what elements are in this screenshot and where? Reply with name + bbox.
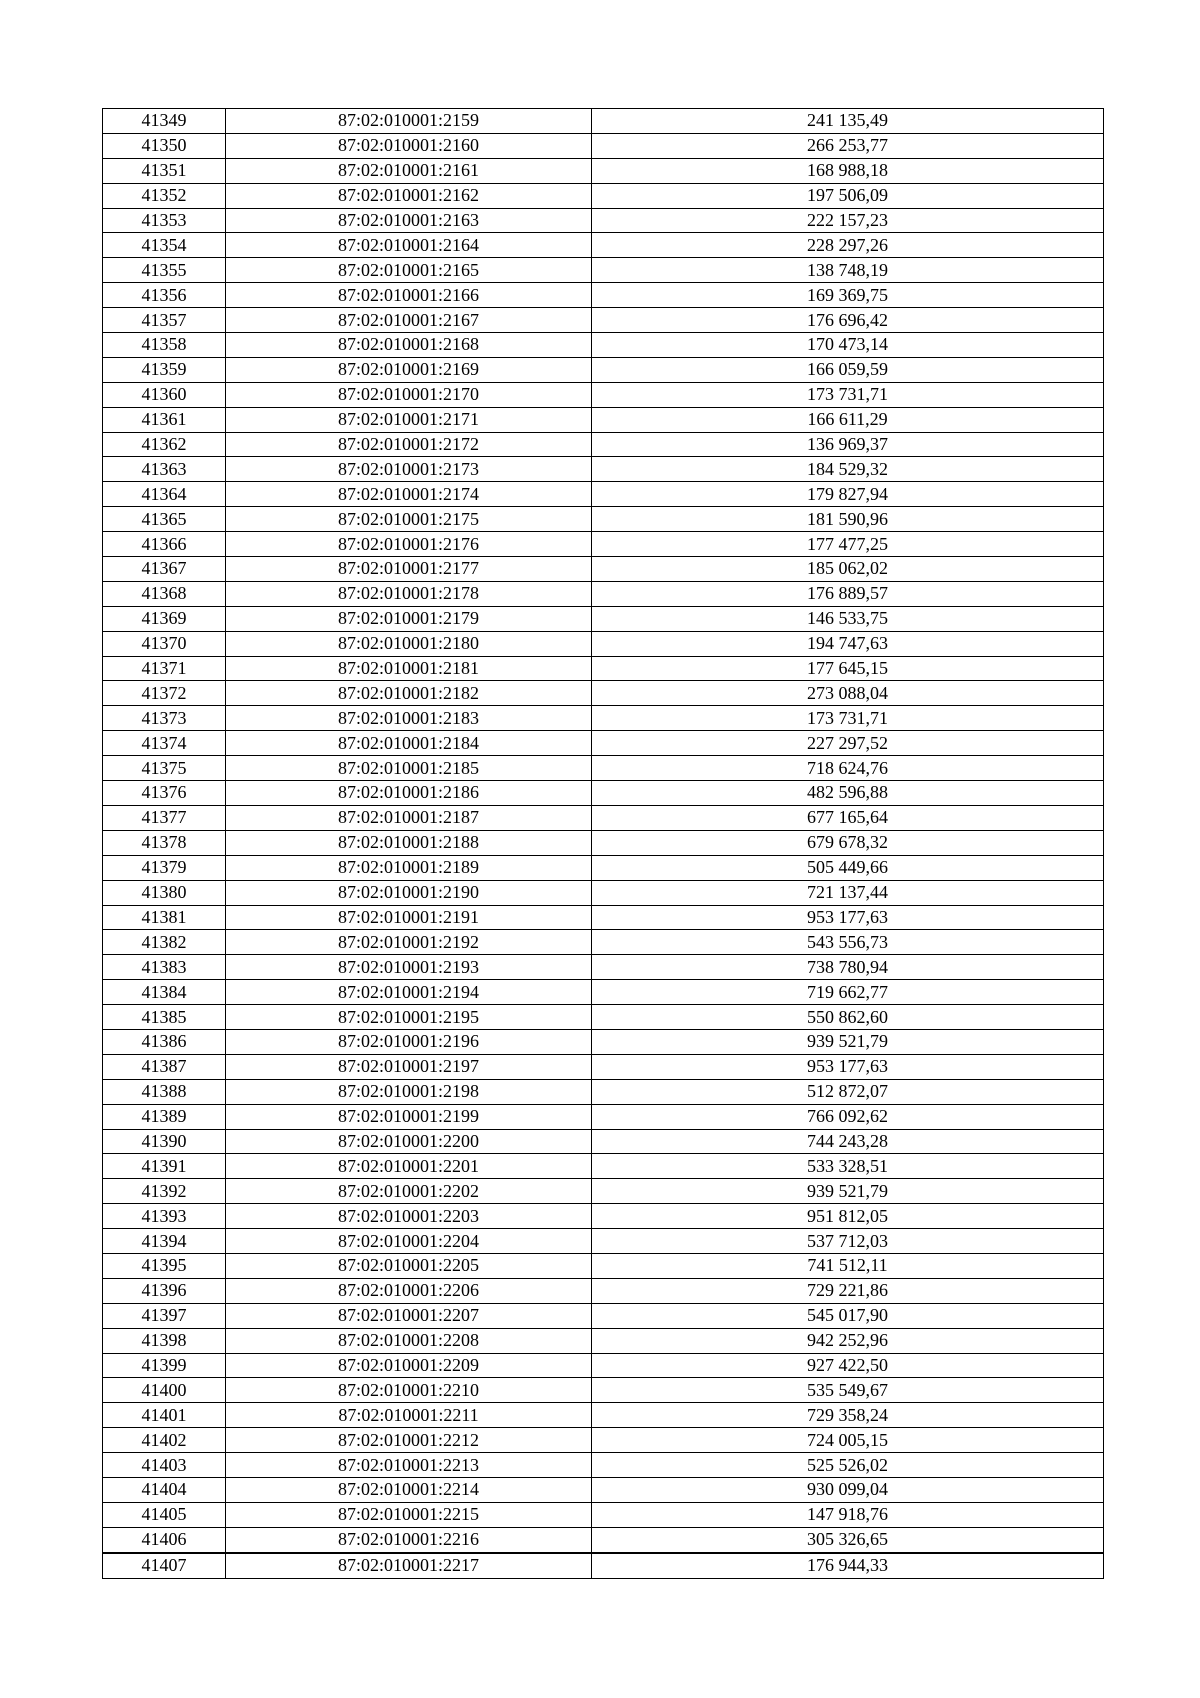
row-number-cell: 41391 (103, 1154, 226, 1179)
row-number-cell: 41371 (103, 656, 226, 681)
cadastral-number-cell: 87:02:010001:2205 (226, 1253, 592, 1278)
cadastral-value-table (102, 108, 1104, 1579)
row-number-cell: 41370 (103, 631, 226, 656)
cadastral-number-cell: 87:02:010001:2195 (226, 1005, 592, 1030)
row-number-cell: 41397 (103, 1303, 226, 1328)
cadastral-number-cell: 87:02:010001:2208 (226, 1328, 592, 1353)
cadastral-number-cell: 87:02:010001:2202 (226, 1179, 592, 1204)
value-cell: 679 678,32 (592, 830, 1104, 855)
table-row (103, 706, 1104, 731)
value-cell: 482 596,88 (592, 781, 1104, 806)
value-cell: 166 611,29 (592, 407, 1104, 432)
row-number-cell: 41361 (103, 407, 226, 432)
cadastral-number-cell: 87:02:010001:2194 (226, 980, 592, 1005)
row-number-cell: 41367 (103, 557, 226, 582)
row-number-cell: 41352 (103, 183, 226, 208)
cadastral-number-cell: 87:02:010001:2163 (226, 208, 592, 233)
table-row (103, 109, 1104, 134)
value-cell: 766 092,62 (592, 1104, 1104, 1129)
table-row (103, 1079, 1104, 1104)
table-row (103, 781, 1104, 806)
table-row (103, 731, 1104, 756)
cadastral-number-cell: 87:02:010001:2181 (226, 656, 592, 681)
row-number-cell: 41365 (103, 507, 226, 532)
row-number-cell: 41379 (103, 855, 226, 880)
row-number-cell: 41387 (103, 1054, 226, 1079)
table-row (103, 1502, 1104, 1527)
row-number-cell: 41358 (103, 333, 226, 358)
value-cell: 927 422,50 (592, 1353, 1104, 1378)
cadastral-number-cell: 87:02:010001:2160 (226, 133, 592, 158)
table-row (103, 233, 1104, 258)
table-row (103, 258, 1104, 283)
value-cell: 744 243,28 (592, 1129, 1104, 1154)
cadastral-number-cell: 87:02:010001:2180 (226, 631, 592, 656)
cadastral-number-cell: 87:02:010001:2192 (226, 930, 592, 955)
table-row (103, 357, 1104, 382)
cadastral-number-cell: 87:02:010001:2161 (226, 158, 592, 183)
value-cell: 147 918,76 (592, 1502, 1104, 1527)
row-number-cell: 41405 (103, 1502, 226, 1527)
cadastral-number-cell: 87:02:010001:2159 (226, 109, 592, 134)
cadastral-number-cell: 87:02:010001:2182 (226, 681, 592, 706)
row-number-cell: 41360 (103, 382, 226, 407)
table-row (103, 756, 1104, 781)
value-cell: 222 157,23 (592, 208, 1104, 233)
value-cell: 170 473,14 (592, 333, 1104, 358)
cadastral-number-cell: 87:02:010001:2176 (226, 532, 592, 557)
table-row (103, 532, 1104, 557)
cadastral-number-cell: 87:02:010001:2189 (226, 855, 592, 880)
row-number-cell: 41382 (103, 930, 226, 955)
value-cell: 179 827,94 (592, 482, 1104, 507)
value-cell: 738 780,94 (592, 955, 1104, 980)
value-cell: 168 988,18 (592, 158, 1104, 183)
cadastral-number-cell: 87:02:010001:2168 (226, 333, 592, 358)
table-row (103, 1029, 1104, 1054)
value-cell: 545 017,90 (592, 1303, 1104, 1328)
row-number-cell: 41389 (103, 1104, 226, 1129)
row-number-cell: 41377 (103, 805, 226, 830)
row-number-cell: 41378 (103, 830, 226, 855)
row-number-cell: 41372 (103, 681, 226, 706)
cadastral-number-cell: 87:02:010001:2193 (226, 955, 592, 980)
row-number-cell: 41364 (103, 482, 226, 507)
table-row (103, 855, 1104, 880)
value-cell: 173 731,71 (592, 706, 1104, 731)
value-cell: 138 748,19 (592, 258, 1104, 283)
value-cell: 512 872,07 (592, 1079, 1104, 1104)
value-cell: 194 747,63 (592, 631, 1104, 656)
cadastral-number-cell: 87:02:010001:2198 (226, 1079, 592, 1104)
table-row (103, 133, 1104, 158)
table-row (103, 1353, 1104, 1378)
table-row (103, 283, 1104, 308)
row-number-cell: 41403 (103, 1453, 226, 1478)
row-number-cell: 41394 (103, 1229, 226, 1254)
cadastral-number-cell: 87:02:010001:2185 (226, 756, 592, 781)
row-number-cell: 41393 (103, 1204, 226, 1229)
row-number-cell: 41386 (103, 1029, 226, 1054)
table-row (103, 557, 1104, 582)
value-cell: 953 177,63 (592, 1054, 1104, 1079)
value-cell: 535 549,67 (592, 1378, 1104, 1403)
cadastral-number-cell: 87:02:010001:2207 (226, 1303, 592, 1328)
table-row (103, 1204, 1104, 1229)
cadastral-number-cell: 87:02:010001:2197 (226, 1054, 592, 1079)
value-cell: 543 556,73 (592, 930, 1104, 955)
cadastral-number-cell: 87:02:010001:2217 (226, 1553, 592, 1578)
cadastral-number-cell: 87:02:010001:2178 (226, 581, 592, 606)
value-cell: 227 297,52 (592, 731, 1104, 756)
value-cell: 169 369,75 (592, 283, 1104, 308)
table-row (103, 805, 1104, 830)
table-row (103, 457, 1104, 482)
row-number-cell: 41398 (103, 1328, 226, 1353)
cadastral-number-cell: 87:02:010001:2209 (226, 1353, 592, 1378)
value-cell: 173 731,71 (592, 382, 1104, 407)
row-number-cell: 41373 (103, 706, 226, 731)
row-number-cell: 41404 (103, 1477, 226, 1502)
table-body (103, 109, 1104, 1579)
table-row (103, 1278, 1104, 1303)
table-row (103, 1553, 1104, 1578)
cadastral-number-cell: 87:02:010001:2164 (226, 233, 592, 258)
value-cell: 505 449,66 (592, 855, 1104, 880)
value-cell: 241 135,49 (592, 109, 1104, 134)
value-cell: 718 624,76 (592, 756, 1104, 781)
value-cell: 741 512,11 (592, 1253, 1104, 1278)
value-cell: 930 099,04 (592, 1477, 1104, 1502)
value-cell: 166 059,59 (592, 357, 1104, 382)
cadastral-number-cell: 87:02:010001:2212 (226, 1428, 592, 1453)
cadastral-number-cell: 87:02:010001:2187 (226, 805, 592, 830)
cadastral-number-cell: 87:02:010001:2173 (226, 457, 592, 482)
cadastral-number-cell: 87:02:010001:2177 (226, 557, 592, 582)
row-number-cell: 41400 (103, 1378, 226, 1403)
cadastral-number-cell: 87:02:010001:2191 (226, 905, 592, 930)
table-row (103, 1328, 1104, 1353)
table-row (103, 432, 1104, 457)
row-number-cell: 41384 (103, 980, 226, 1005)
table-row (103, 830, 1104, 855)
cadastral-number-cell: 87:02:010001:2166 (226, 283, 592, 308)
table-row (103, 333, 1104, 358)
cadastral-number-cell: 87:02:010001:2179 (226, 606, 592, 631)
row-number-cell: 41355 (103, 258, 226, 283)
table-row (103, 482, 1104, 507)
table-row (103, 1477, 1104, 1502)
value-cell: 677 165,64 (592, 805, 1104, 830)
row-number-cell: 41381 (103, 905, 226, 930)
value-cell: 942 252,96 (592, 1328, 1104, 1353)
value-cell: 184 529,32 (592, 457, 1104, 482)
table-row (103, 581, 1104, 606)
row-number-cell: 41357 (103, 308, 226, 333)
table-row (103, 1054, 1104, 1079)
row-number-cell: 41396 (103, 1278, 226, 1303)
table-row (103, 1154, 1104, 1179)
table-row (103, 880, 1104, 905)
cadastral-number-cell: 87:02:010001:2190 (226, 880, 592, 905)
value-cell: 721 137,44 (592, 880, 1104, 905)
cadastral-number-cell: 87:02:010001:2186 (226, 781, 592, 806)
row-number-cell: 41354 (103, 233, 226, 258)
value-cell: 176 889,57 (592, 581, 1104, 606)
row-number-cell: 41402 (103, 1428, 226, 1453)
value-cell: 228 297,26 (592, 233, 1104, 258)
cadastral-number-cell: 87:02:010001:2170 (226, 382, 592, 407)
value-cell: 266 253,77 (592, 133, 1104, 158)
row-number-cell: 41359 (103, 357, 226, 382)
table-row (103, 606, 1104, 631)
row-number-cell: 41390 (103, 1129, 226, 1154)
cadastral-number-cell: 87:02:010001:2172 (226, 432, 592, 457)
value-cell: 305 326,65 (592, 1527, 1104, 1552)
value-cell: 273 088,04 (592, 681, 1104, 706)
value-cell: 197 506,09 (592, 183, 1104, 208)
row-number-cell: 41366 (103, 532, 226, 557)
row-number-cell: 41350 (103, 133, 226, 158)
table-row (103, 1005, 1104, 1030)
table-row (103, 407, 1104, 432)
row-number-cell: 41388 (103, 1079, 226, 1104)
table-row (103, 631, 1104, 656)
cadastral-number-cell: 87:02:010001:2175 (226, 507, 592, 532)
cadastral-number-cell: 87:02:010001:2162 (226, 183, 592, 208)
cadastral-number-cell: 87:02:010001:2188 (226, 830, 592, 855)
table-row (103, 183, 1104, 208)
value-cell: 525 526,02 (592, 1453, 1104, 1478)
cadastral-number-cell: 87:02:010001:2196 (226, 1029, 592, 1054)
table-row (103, 1129, 1104, 1154)
row-number-cell: 41376 (103, 781, 226, 806)
value-cell: 550 862,60 (592, 1005, 1104, 1030)
cadastral-number-cell: 87:02:010001:2174 (226, 482, 592, 507)
row-number-cell: 41375 (103, 756, 226, 781)
table-row (103, 1179, 1104, 1204)
table-row (103, 1253, 1104, 1278)
table-row (103, 930, 1104, 955)
table-row (103, 158, 1104, 183)
cadastral-number-cell: 87:02:010001:2214 (226, 1477, 592, 1502)
table-row (103, 1229, 1104, 1254)
row-number-cell: 41392 (103, 1179, 226, 1204)
row-number-cell: 41363 (103, 457, 226, 482)
value-cell: 185 062,02 (592, 557, 1104, 582)
row-number-cell: 41374 (103, 731, 226, 756)
value-cell: 533 328,51 (592, 1154, 1104, 1179)
table-row (103, 1104, 1104, 1129)
table-row (103, 507, 1104, 532)
table-row (103, 1403, 1104, 1428)
row-number-cell: 41380 (103, 880, 226, 905)
table-row (103, 1453, 1104, 1478)
table-row (103, 382, 1104, 407)
value-cell: 719 662,77 (592, 980, 1104, 1005)
value-cell: 729 221,86 (592, 1278, 1104, 1303)
cadastral-number-cell: 87:02:010001:2171 (226, 407, 592, 432)
value-cell: 939 521,79 (592, 1029, 1104, 1054)
value-cell: 176 944,33 (592, 1553, 1104, 1578)
cadastral-number-cell: 87:02:010001:2204 (226, 1229, 592, 1254)
cadastral-number-cell: 87:02:010001:2184 (226, 731, 592, 756)
row-number-cell: 41353 (103, 208, 226, 233)
cadastral-number-cell: 87:02:010001:2183 (226, 706, 592, 731)
row-number-cell: 41401 (103, 1403, 226, 1428)
table-row (103, 656, 1104, 681)
row-number-cell: 41368 (103, 581, 226, 606)
cadastral-number-cell: 87:02:010001:2200 (226, 1129, 592, 1154)
cadastral-number-cell: 87:02:010001:2215 (226, 1502, 592, 1527)
cadastral-number-cell: 87:02:010001:2167 (226, 308, 592, 333)
table-row (103, 1303, 1104, 1328)
table-row (103, 905, 1104, 930)
row-number-cell: 41351 (103, 158, 226, 183)
value-cell: 724 005,15 (592, 1428, 1104, 1453)
row-number-cell: 41385 (103, 1005, 226, 1030)
cadastral-number-cell: 87:02:010001:2169 (226, 357, 592, 382)
value-cell: 951 812,05 (592, 1204, 1104, 1229)
cadastral-number-cell: 87:02:010001:2201 (226, 1154, 592, 1179)
row-number-cell: 41383 (103, 955, 226, 980)
row-number-cell: 41395 (103, 1253, 226, 1278)
value-cell: 136 969,37 (592, 432, 1104, 457)
value-cell: 177 645,15 (592, 656, 1104, 681)
value-cell: 181 590,96 (592, 507, 1104, 532)
value-cell: 176 696,42 (592, 308, 1104, 333)
cadastral-number-cell: 87:02:010001:2206 (226, 1278, 592, 1303)
row-number-cell: 41399 (103, 1353, 226, 1378)
cadastral-number-cell: 87:02:010001:2199 (226, 1104, 592, 1129)
value-cell: 146 533,75 (592, 606, 1104, 631)
cadastral-number-cell: 87:02:010001:2216 (226, 1527, 592, 1552)
value-cell: 953 177,63 (592, 905, 1104, 930)
table-row (103, 208, 1104, 233)
row-number-cell: 41349 (103, 109, 226, 134)
table-row (103, 681, 1104, 706)
table-row (103, 1428, 1104, 1453)
cadastral-number-cell: 87:02:010001:2210 (226, 1378, 592, 1403)
row-number-cell: 41362 (103, 432, 226, 457)
cadastral-number-cell: 87:02:010001:2165 (226, 258, 592, 283)
table-row (103, 1527, 1104, 1552)
row-number-cell: 41406 (103, 1527, 226, 1552)
table-row (103, 980, 1104, 1005)
cadastral-number-cell: 87:02:010001:2213 (226, 1453, 592, 1478)
value-cell: 537 712,03 (592, 1229, 1104, 1254)
value-cell: 177 477,25 (592, 532, 1104, 557)
value-cell: 729 358,24 (592, 1403, 1104, 1428)
value-cell: 939 521,79 (592, 1179, 1104, 1204)
row-number-cell: 41356 (103, 283, 226, 308)
table-row (103, 1378, 1104, 1403)
table-row (103, 955, 1104, 980)
row-number-cell: 41369 (103, 606, 226, 631)
cadastral-number-cell: 87:02:010001:2203 (226, 1204, 592, 1229)
row-number-cell: 41407 (103, 1553, 226, 1578)
cadastral-number-cell: 87:02:010001:2211 (226, 1403, 592, 1428)
table-row (103, 308, 1104, 333)
